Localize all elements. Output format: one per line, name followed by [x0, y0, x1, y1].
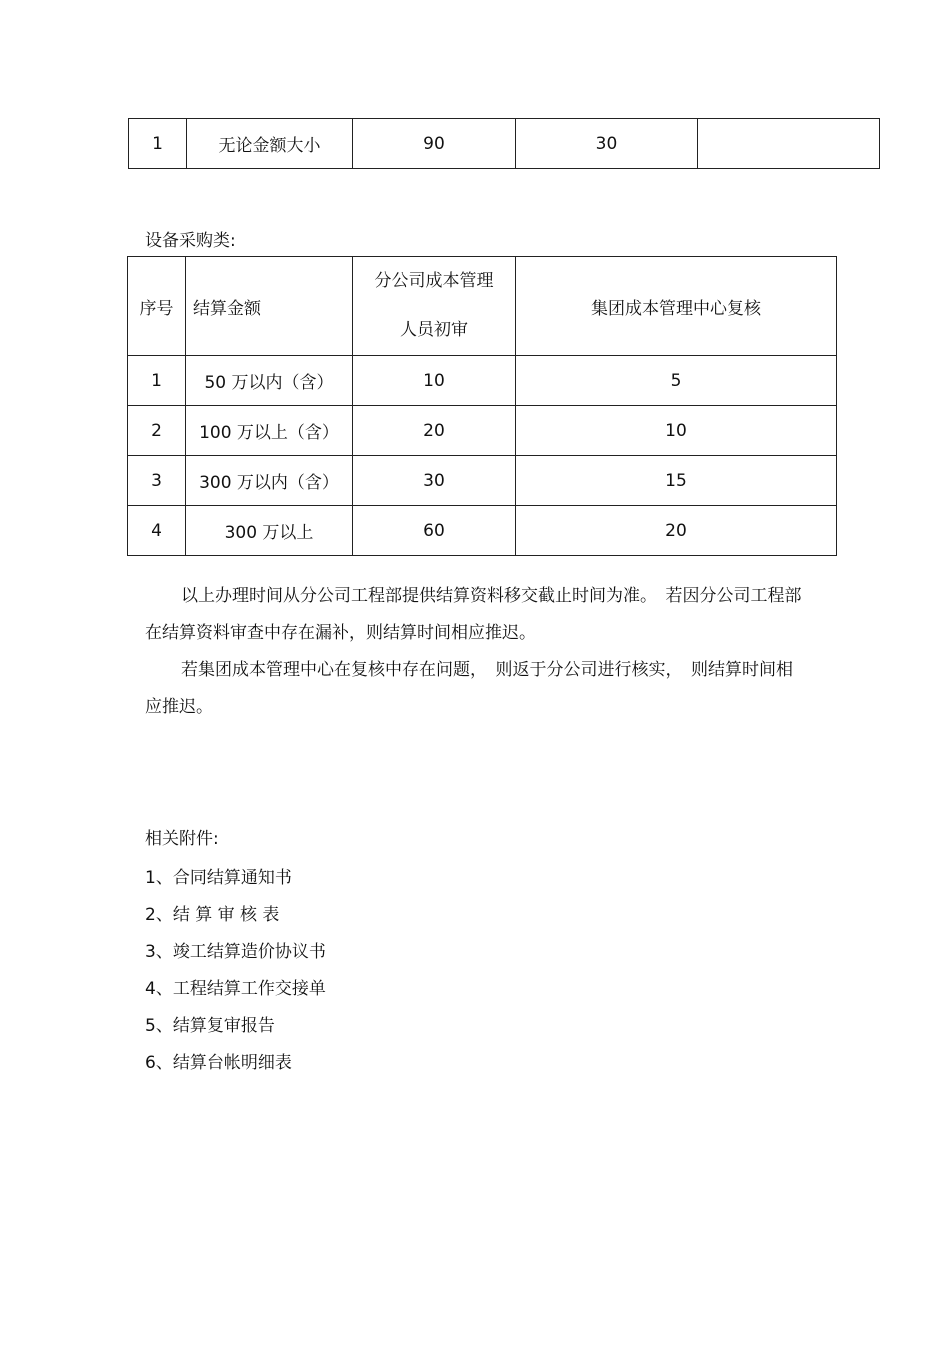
header-branch-review	[353, 257, 516, 356]
table-cell: 60	[353, 506, 516, 556]
table-row	[128, 506, 837, 556]
table-cell: 20	[353, 406, 516, 456]
table-row	[129, 119, 880, 169]
header-no: 序号	[128, 257, 186, 356]
section-title: 设备采购类:	[145, 231, 236, 251]
list-item: 4、工程结算工作交接单	[145, 979, 326, 999]
table-cell: 20	[516, 506, 837, 556]
table-cell: 15	[516, 456, 837, 506]
list-item: 2、结 算 审 核 表	[145, 905, 280, 925]
header-branch-line2: 人员初审	[400, 320, 468, 340]
top-table	[128, 118, 880, 169]
table-row	[128, 406, 837, 456]
table-cell: 30	[353, 456, 516, 506]
table-cell: 5	[516, 356, 837, 406]
table-cell: 无论金额大小	[187, 119, 353, 169]
list-item: 1、合同结算通知书	[145, 868, 292, 888]
table-cell: 30	[516, 119, 698, 169]
table-cell: 10	[516, 406, 837, 456]
table-cell: 90	[353, 119, 516, 169]
attachments-title: 相关附件:	[145, 829, 219, 849]
header-branch-line1: 分公司成本管理	[374, 271, 494, 291]
paragraph: 以上办理时间从分公司工程部提供结算资料移交截止时间为准。 若因分公司工程部在结算资料审查中存在漏补，则结算时间相应推迟。	[145, 586, 802, 643]
list-item: 3、竣工结算造价协议书	[145, 942, 326, 962]
equipment-table	[127, 256, 837, 556]
list-item: 6、结算台帐明细表	[145, 1053, 292, 1073]
list-item: 5、结算复审报告	[145, 1016, 275, 1036]
table-row	[128, 356, 837, 406]
table-cell: 2	[128, 406, 186, 456]
header-amount: 结算金额	[186, 257, 353, 356]
table-header-row	[128, 257, 837, 356]
attachments-list	[145, 860, 326, 1082]
table-cell: 4	[128, 506, 186, 556]
table-cell: 50 万以内（含）	[186, 356, 353, 406]
table-cell: 1	[128, 356, 186, 406]
table-cell: 300 万以内（含）	[186, 456, 353, 506]
header-group-review: 集团成本管理中心复核	[516, 257, 837, 356]
paragraph: 若集团成本管理中心在复核中存在问题， 则返于分公司进行核实， 则结算时间相应推迟。	[145, 660, 793, 717]
table-cell: 300 万以上	[186, 506, 353, 556]
table-cell: 10	[353, 356, 516, 406]
table-cell: 100 万以上（含）	[186, 406, 353, 456]
table-row	[128, 456, 837, 506]
table-cell: 1	[129, 119, 187, 169]
table-cell: 3	[128, 456, 186, 506]
table-cell	[698, 119, 880, 169]
